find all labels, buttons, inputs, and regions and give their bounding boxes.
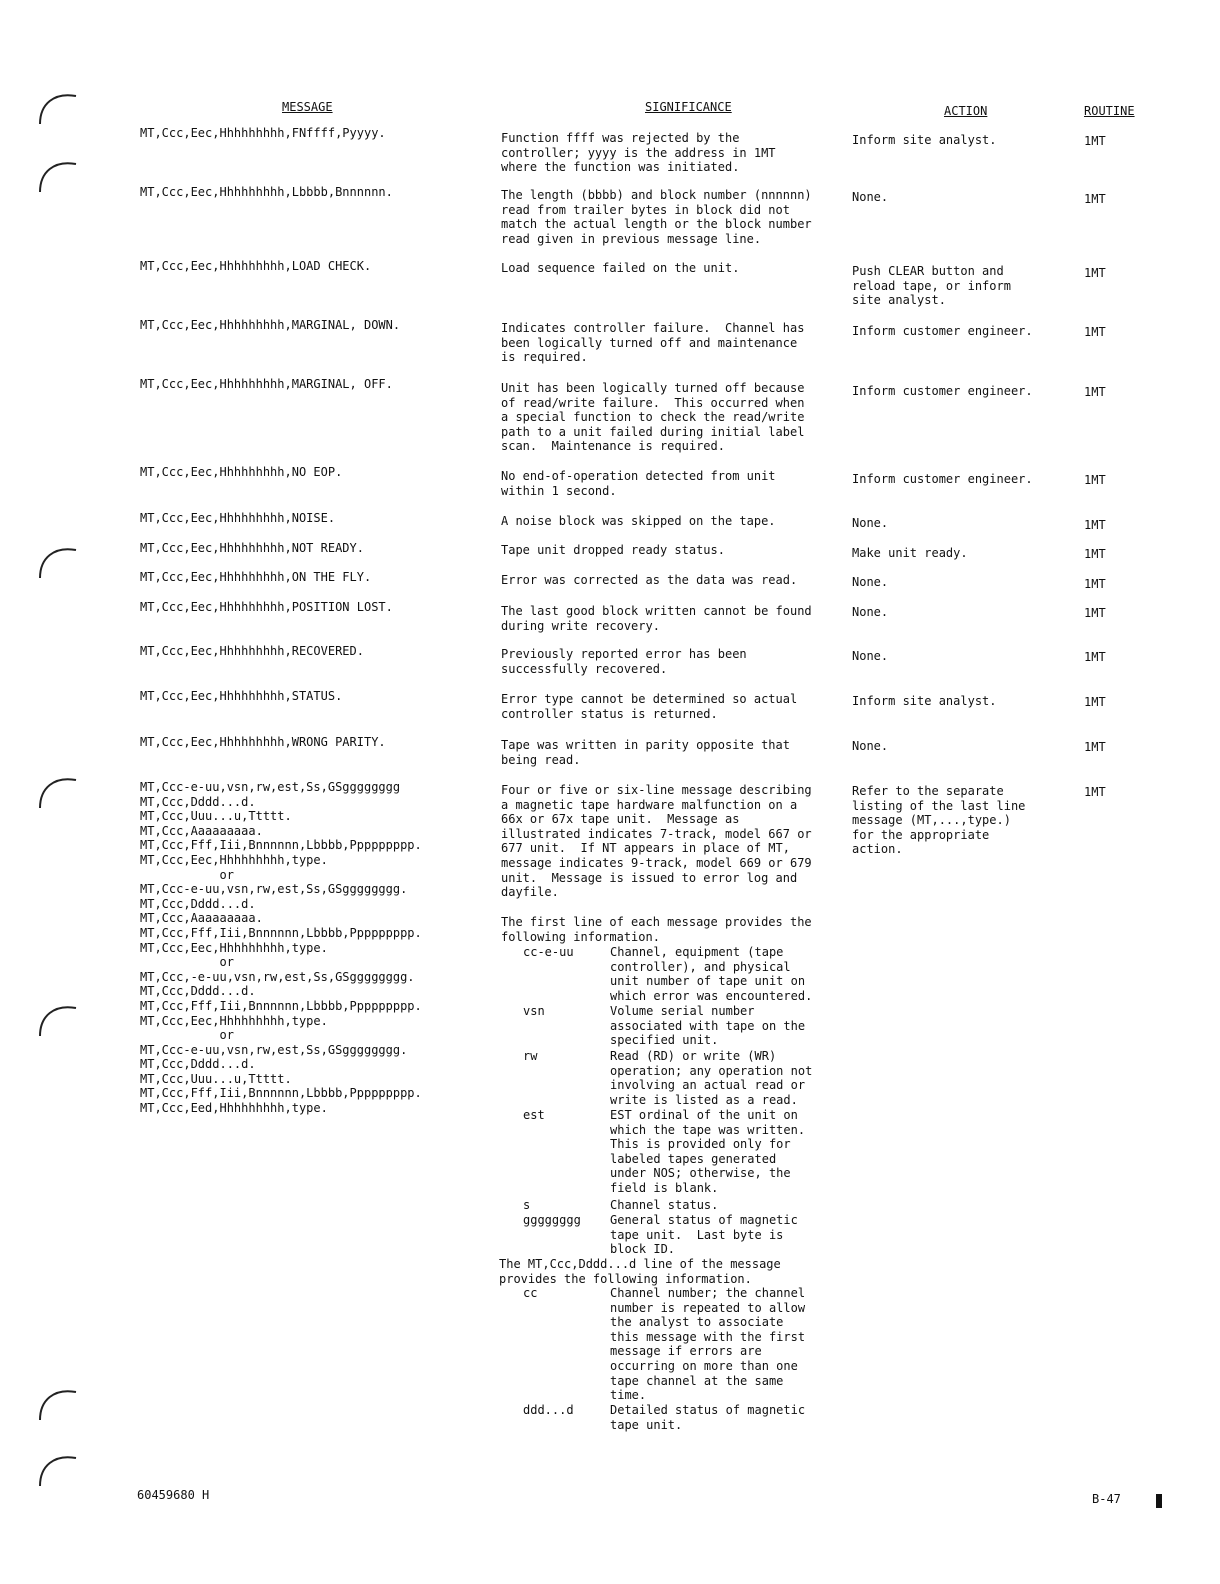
- significance-text: A noise block was skipped on the tape.: [501, 514, 776, 528]
- field-description: EST ordinal of the unit on which the tape was written. This is provided only for labeled tapes generated under NOS; otherwise, the field is blank.: [610, 1108, 806, 1195]
- message-text: MT,Ccc,Eec,Hhhhhhhhh,NOT READY.: [140, 541, 364, 555]
- routine-text: 1MT: [1084, 385, 1106, 399]
- change-bar: [1156, 1494, 1162, 1508]
- routine-text: 1MT: [1084, 695, 1106, 709]
- action-text: None.: [852, 190, 889, 204]
- punch-hole-icon: [36, 540, 78, 582]
- field-term: cc-e-uu: [523, 945, 574, 959]
- punch-hole-icon: [36, 154, 78, 196]
- field-description: Read (RD) or write (WR) operation; any operation not involving an actual read or write is listed as a read.: [610, 1049, 813, 1107]
- significance-text: Error type cannot be determined so actual controller status is returned.: [501, 692, 798, 721]
- header-action: ACTION: [944, 104, 988, 118]
- message-text: MT,Ccc,Eec,Hhhhhhhhh,MARGINAL, DOWN.: [140, 318, 401, 332]
- field-term: rw: [523, 1049, 538, 1063]
- routine-text: 1MT: [1084, 785, 1106, 799]
- field-description: Volume serial number associated with tape on the specified unit.: [610, 1004, 806, 1048]
- header-significance: SIGNIFICANCE: [645, 100, 732, 114]
- message-text: MT,Ccc,Eec,Hhhhhhhhh,RECOVERED.: [140, 644, 364, 658]
- significance-text: No end-of-operation detected from unit within 1 second.: [501, 469, 776, 498]
- message-text: MT,Ccc-e-uu,vsn,rw,est,Ss,GSgggggggg MT,Ccc,Dddd...d. MT,Ccc,Uuu...u,Ttttt. MT,Ccc,Aaaaaaaaa. MT,Ccc,Fff,Iii,Bnnnnnn,Lbbbb,Ppppppppp. MT,Ccc,Eec,Hhhhhhhhh,type. or MT,Ccc-e-uu,vsn,rw,est,Ss,GSgggggggg. MT,Ccc,Dddd...d. MT,Ccc,Aaaaaaaaa. MT,Ccc,Fff,Iii,Bnnnnnn,Lbbbb,Ppppppppp. MT,Ccc,Eec,Hhhhhhhhh,type. or MT,Ccc,-e-uu,vsn,rw,est,Ss,GSgggggggg. MT,Ccc,Dddd...d. MT,Ccc,Fff,Iii,Bnnnnnn,Lbbbb,Ppppppppp. MT,Ccc,Eec,Hhhhhhhhh,type. or MT,Ccc-e-uu,vsn,rw,est,Ss,GSgggggggg. MT,Ccc,Dddd...d. MT,Ccc,Uuu...u,Ttttt. MT,Ccc,Fff,Iii,Bnnnnnn,Lbbbb,Ppppppppp. MT,Ccc,Eed,Hhhhhhhhh,type.: [140, 780, 422, 1116]
- action-text: Push CLEAR button and reload tape, or inform site analyst.: [852, 264, 1011, 308]
- action-text: None.: [852, 739, 889, 753]
- action-text: None.: [852, 649, 889, 663]
- document-number: 60459680 H: [137, 1488, 210, 1502]
- significance-text: Load sequence failed on the unit.: [501, 261, 740, 275]
- action-text: None.: [852, 516, 889, 530]
- action-text: Make unit ready.: [852, 546, 968, 560]
- significance-text: Tape unit dropped ready status.: [501, 543, 725, 557]
- field-description: Channel number; the channel number is repeated to allow the analyst to associate this message with the first message if errors are occurring on more than one tape channel at the same time.: [610, 1286, 806, 1403]
- significance-text: Four or five or six-line message describing a magnetic tape hardware malfunction on a 66x or 67x tape unit. Message as illustrated indicates 7-track, model 667 or 677 unit. If NT appears in place of MT, message indicates 9-track, model 669 or 679 unit. Message is issued to error log and dayfile.: [501, 783, 812, 900]
- detail-intro-second-line: The MT,Ccc,Dddd...d line of the message provides the following information.: [499, 1257, 781, 1286]
- field-term: cc: [523, 1286, 538, 1300]
- message-text: MT,Ccc,Eec,Hhhhhhhhh,Lbbbb,Bnnnnnn.: [140, 185, 393, 199]
- action-text: Inform customer engineer.: [852, 324, 1033, 338]
- message-text: MT,Ccc,Eec,Hhhhhhhhh,NOISE.: [140, 511, 336, 525]
- action-text: Inform customer engineer.: [852, 472, 1033, 486]
- message-text: MT,Ccc,Eec,Hhhhhhhhh,NO EOP.: [140, 465, 343, 479]
- routine-text: 1MT: [1084, 740, 1106, 754]
- action-text: None.: [852, 575, 889, 589]
- routine-text: 1MT: [1084, 266, 1106, 280]
- field-description: Channel status.: [610, 1198, 719, 1212]
- action-text: Refer to the separate listing of the last line message (MT,...,type.) for the appropriate action.: [852, 784, 1026, 857]
- action-text: Inform customer engineer.: [852, 384, 1033, 398]
- routine-text: 1MT: [1084, 134, 1106, 148]
- punch-hole-icon: [36, 1382, 78, 1424]
- header-routine: ROUTINE: [1084, 104, 1135, 118]
- punch-hole-icon: [36, 770, 78, 812]
- message-text: MT,Ccc,Eec,Hhhhhhhhh,WRONG PARITY.: [140, 735, 386, 749]
- header-message: MESSAGE: [282, 100, 333, 114]
- significance-text: Indicates controller failure. Channel has been logically turned off and maintenance is required.: [501, 321, 805, 365]
- field-term: ddd...d: [523, 1403, 574, 1417]
- punch-hole-icon: [36, 86, 78, 128]
- significance-text: Error was corrected as the data was read.: [501, 573, 798, 587]
- message-text: MT,Ccc,Eec,Hhhhhhhhh,FNffff,Pyyyy.: [140, 126, 386, 140]
- routine-text: 1MT: [1084, 606, 1106, 620]
- routine-text: 1MT: [1084, 325, 1106, 339]
- significance-text: The last good block written cannot be found during write recovery.: [501, 604, 812, 633]
- routine-text: 1MT: [1084, 547, 1106, 561]
- field-term: gggggggg: [523, 1213, 581, 1227]
- significance-text: Unit has been logically turned off because of read/write failure. This occurred when a special function to check the read/write path to a unit failed during initial label scan. Maintenance is required.: [501, 381, 805, 454]
- routine-text: 1MT: [1084, 577, 1106, 591]
- message-text: MT,Ccc,Eec,Hhhhhhhhh,LOAD CHECK.: [140, 259, 372, 273]
- field-term: est: [523, 1108, 545, 1122]
- routine-text: 1MT: [1084, 192, 1106, 206]
- page-number: B-47: [1092, 1492, 1121, 1506]
- action-text: Inform site analyst.: [852, 694, 997, 708]
- field-description: Detailed status of magnetic tape unit.: [610, 1403, 806, 1432]
- field-description: General status of magnetic tape unit. Last byte is block ID.: [610, 1213, 798, 1257]
- field-term: s: [523, 1198, 531, 1212]
- action-text: None.: [852, 605, 889, 619]
- message-text: MT,Ccc,Eec,Hhhhhhhhh,POSITION LOST.: [140, 600, 393, 614]
- punch-hole-icon: [36, 1448, 78, 1490]
- message-text: MT,Ccc,Eec,Hhhhhhhhh,ON THE FLY.: [140, 570, 372, 584]
- routine-text: 1MT: [1084, 518, 1106, 532]
- field-description: Channel, equipment (tape controller), and physical unit number of tape unit on which error was encountered.: [610, 945, 813, 1003]
- significance-text: Function ffff was rejected by the controller; yyyy is the address in 1MT where the function was initiated.: [501, 131, 776, 175]
- punch-hole-icon: [36, 998, 78, 1040]
- routine-text: 1MT: [1084, 473, 1106, 487]
- significance-text: Previously reported error has been successfully recovered.: [501, 647, 747, 676]
- action-text: Inform site analyst.: [852, 133, 997, 147]
- message-text: MT,Ccc,Eec,Hhhhhhhhh,STATUS.: [140, 689, 343, 703]
- field-term: vsn: [523, 1004, 545, 1018]
- significance-text: Tape was written in parity opposite that being read.: [501, 738, 790, 767]
- significance-text: The length (bbbb) and block number (nnnnnn) read from trailer bytes in block did not match the actual length or the block number read given in previous message line.: [501, 188, 812, 246]
- detail-intro-first-line: The first line of each message provides the following information.: [501, 915, 812, 944]
- routine-text: 1MT: [1084, 650, 1106, 664]
- message-text: MT,Ccc,Eec,Hhhhhhhhh,MARGINAL, OFF.: [140, 377, 393, 391]
